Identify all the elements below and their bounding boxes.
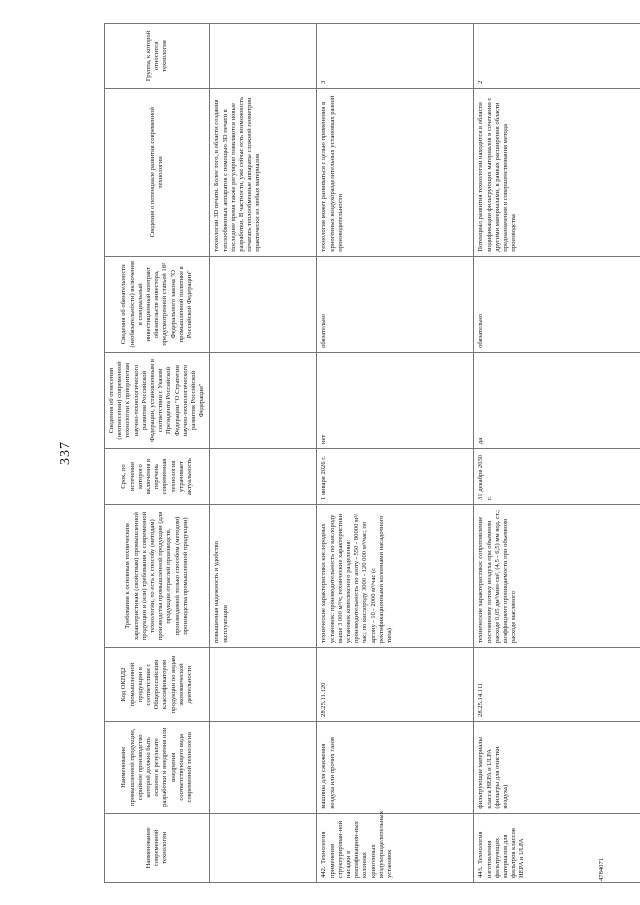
page-number: 337 xyxy=(58,441,73,465)
technology-table xyxy=(104,23,640,883)
header-obligation: Сведения об обязательности (необязательности) включения в специальный инвестиционный контракт обязательств инвестора, предусмотренной статьей 18² Федерального закона "О промышленной политике в Российской Федерации" xyxy=(105,256,210,352)
cell-product: фильтрующие материалы класса HEPA и ULPA (фильтры для очистки воздуха) xyxy=(474,721,640,813)
cell-strategy: нет xyxy=(317,352,474,448)
header-group: Группа, к которой относится технология xyxy=(105,24,210,89)
header-requirements: Требования к основным техническим характеристикам (свойствам) промышленной продукции и (или) требования к современной технологии, то есть к способу (методам) производства промышленной продукции (для продукции отраслей производств, производимой только способом (методом) производства промышленной продукции) xyxy=(105,504,210,647)
cell-group: 2 xyxy=(474,24,640,89)
cell-okpd: 28.25.11.120 xyxy=(317,648,474,722)
cell-okpd: 28.25.14.111 xyxy=(474,648,640,722)
row-number: 443. xyxy=(477,866,485,878)
header-product: Наименование промышленной продукции, серийное производство которой должно быть освоено в результате разработки и внедрения или внедрения соответствующего вида современной технологии xyxy=(105,721,210,813)
document-id: 4784071 xyxy=(598,857,605,881)
header-term: Срок, по истечении которого включения в перечень современная технология утрачивает актуальность xyxy=(105,449,210,505)
cell-name xyxy=(210,813,317,882)
technology-name: Технология изготовления фильтрующих материалов для фильтров классов HEPA и ULPA xyxy=(477,828,526,878)
rotated-table-container xyxy=(20,23,610,883)
header-potential: Сведения о потенциале развития современной технологии xyxy=(105,88,210,256)
cell-group: 3 xyxy=(317,24,474,89)
cell-obligation: обязательно xyxy=(474,256,640,352)
cell-requirements: технические характеристики кислородных установок: производительность по кислороду выше 3 000 м³/ч; технические характеристики установок комплексного разделения: производительность по азоту - 550 - 80000 м³/час; по кислороду 3000 - 120 000 м³/час; по аргону - 10 - 2000 м³/час (с ректификационными колоннами насадочного типа) xyxy=(317,504,474,647)
cell-term: 31 декабря 2030 г. xyxy=(474,449,640,505)
cell-potential: технология может развиваться с целью применения в криогенных воздухоразделительных установках разной производительности xyxy=(317,88,474,256)
cell-requirements: повышенная надежность и удобство эксплуатации xyxy=(210,504,317,647)
row-number: 442. xyxy=(320,866,328,878)
continuation-row xyxy=(210,24,317,883)
cell-strategy xyxy=(210,352,317,448)
header-row xyxy=(105,24,210,883)
cell-product: машины для сжижения воздуха или прочих газов xyxy=(317,721,474,813)
cell-potential: Потенциал развития технологии находится в области модификации фильтрующих материалов в сочетании с другими материалами, в рамках расширения области предназначения и совершенствования метода производства xyxy=(474,88,640,256)
table-row xyxy=(474,24,640,883)
cell-group xyxy=(210,24,317,89)
cell-potential: технологии 3D печати. Более того, в области создания теплообменных аппаратов с помощью 3D печати в последнее время также регулярно появляются новые разработки. В частности, уже сейчас есть возможность печатать теплообменные аппараты сложной геометрии практически из любых материалов xyxy=(210,88,317,256)
header-okpd: Код ОКПД2 промышленной продукции в соответствии с Общероссийским классификатором продукции по видам экономической деятельности xyxy=(105,648,210,722)
cell-requirements: технические характеристики: сопротивление постоянному потоку воздуха при объемном расходе 0,05 дм³/мин·см², (4,5 - 6,5) мм вод. ст.; коэффициент проницаемости при объемном расходе масляного xyxy=(474,504,640,647)
table-row xyxy=(317,24,474,883)
cell-strategy: да xyxy=(474,352,640,448)
header-name: Наименование современной технологии xyxy=(105,813,210,882)
cell-okpd xyxy=(210,648,317,722)
header-strategy: Сведения об отнесении (неотнесении) современной технологии к приоритетам научно-технологического развития Российской Федерации, установленным в соответствии с Указом Президента Российской Федерации "О Стратегии научно-технологического развития Российской Федерации" xyxy=(105,352,210,448)
technology-name: Технология применения структурирован-ной насадки в ректификацион-ных колоннах криогенных воздухоразделительных установок xyxy=(320,810,394,878)
cell-obligation xyxy=(210,256,317,352)
cell-product xyxy=(210,721,317,813)
cell-term xyxy=(210,449,317,505)
cell-obligation: обязательно xyxy=(317,256,474,352)
cell-term: 1 января 2026 г. xyxy=(317,449,474,505)
cell-name xyxy=(317,810,474,882)
cell-name xyxy=(474,813,640,882)
